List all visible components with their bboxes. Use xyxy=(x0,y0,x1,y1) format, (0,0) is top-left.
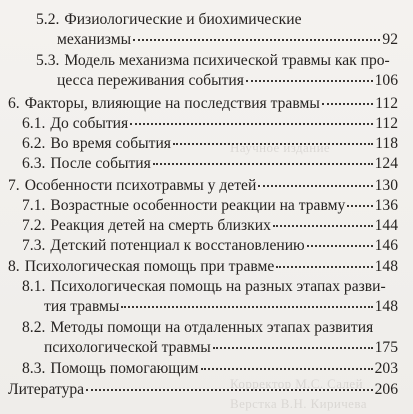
toc-page-number: 130 xyxy=(374,177,398,194)
dot-leader xyxy=(173,142,373,145)
toc-entry-number: 7.1. xyxy=(22,197,46,214)
toc-page-number: 124 xyxy=(374,155,398,172)
toc-entry-number: 7. xyxy=(8,177,20,194)
toc-page-number: 118 xyxy=(375,135,398,152)
dot-leader xyxy=(273,224,373,227)
toc-entry-number: 8.3. xyxy=(22,360,46,377)
bleed-through-text: Верстка В.Н. Киричева xyxy=(230,396,367,411)
toc-page-number: 144 xyxy=(374,217,398,234)
toc-entry-number: 8.1. xyxy=(22,278,46,295)
toc-entry-title: 8. Психологическая помощь при травме xyxy=(8,258,275,275)
dot-leader xyxy=(322,102,373,105)
dot-leader xyxy=(276,265,372,268)
toc-entry-number: 5.3. xyxy=(36,52,60,69)
dot-leader xyxy=(130,122,373,125)
toc-entry-number: 7.2. xyxy=(22,217,46,234)
bleed-through-text: Научное издание xyxy=(230,140,331,155)
toc-entry-title: 6.3. После события xyxy=(22,155,151,172)
toc-entry-number: 6.2. xyxy=(22,135,46,152)
dot-leader xyxy=(347,204,372,207)
dot-leader xyxy=(121,305,372,308)
toc-page-number: 112 xyxy=(375,95,398,112)
toc-entry-title: 8.1. Психологическая помощь на разных этапах разви- xyxy=(22,278,386,295)
toc-entry-title-cont: цесса переживания события xyxy=(57,72,244,89)
toc-entry-title: 6. Факторы, влияющие на последствия травмы xyxy=(8,95,320,112)
toc-entry-number: 5.2. xyxy=(36,11,60,28)
toc-entry-title: 5.3. Модель механизма психической травмы как про- xyxy=(36,52,390,69)
dot-leader xyxy=(201,367,373,370)
toc-entry-title: 5.2. Физиологические и биохимические xyxy=(36,11,302,28)
toc-entry-title: 6.1. До события xyxy=(22,115,129,132)
toc-entry-title: 7.1. Возрастные особенности реакции на травму xyxy=(22,197,346,214)
toc-entry-title: Литература xyxy=(8,381,85,398)
dot-leader xyxy=(133,38,380,41)
toc-entry-title: 7.2. Реакция детей на смерть близких xyxy=(22,217,271,234)
dot-leader xyxy=(153,162,373,165)
toc-entry-title: 6.2. Во время события xyxy=(22,135,171,152)
toc-page-number: 112 xyxy=(375,115,398,132)
toc-page-number: 148 xyxy=(374,258,398,275)
toc-entry-number: 6. xyxy=(8,95,20,112)
toc-entry-title-cont: тия травмы xyxy=(44,298,120,315)
toc-entry-number: 6.3. xyxy=(22,155,46,172)
dot-leader xyxy=(246,79,373,82)
toc-page-number: 92 xyxy=(382,31,398,48)
toc-entry-number: 6.1. xyxy=(22,115,46,132)
toc-page-number: 206 xyxy=(374,381,398,398)
toc-entry-title: 7. Особенности психотравмы у детей xyxy=(8,177,257,194)
toc-page-number: 136 xyxy=(374,197,398,214)
dot-leader xyxy=(86,388,373,391)
toc-page-number: 148 xyxy=(374,298,398,315)
toc-entry-title: 8.3. Помощь помогающим xyxy=(22,360,199,377)
toc-page-number: 175 xyxy=(374,339,398,356)
toc-entry-number: 7.3. xyxy=(22,237,46,254)
toc-entry-title-cont: механизмы xyxy=(57,31,132,48)
toc-page-number: 106 xyxy=(374,72,398,89)
toc-page-number: 146 xyxy=(374,237,398,254)
toc-entry-title: 7.3. Детский потенциал к восстановлению xyxy=(22,237,305,254)
toc-entry-number: 8. xyxy=(8,258,20,275)
bleed-through-text: Корректор М.С. Салей xyxy=(230,376,363,391)
dot-leader xyxy=(258,184,372,187)
toc-page-number: 203 xyxy=(374,360,398,377)
dot-leader xyxy=(213,346,373,349)
toc-entry-number: 8.2. xyxy=(22,319,46,336)
toc-entry-title: 8.2. Методы помощи на отдаленных этапах развития xyxy=(22,319,374,336)
dot-leader xyxy=(307,244,373,247)
toc-entry-title-cont: психологической травмы xyxy=(44,339,211,356)
